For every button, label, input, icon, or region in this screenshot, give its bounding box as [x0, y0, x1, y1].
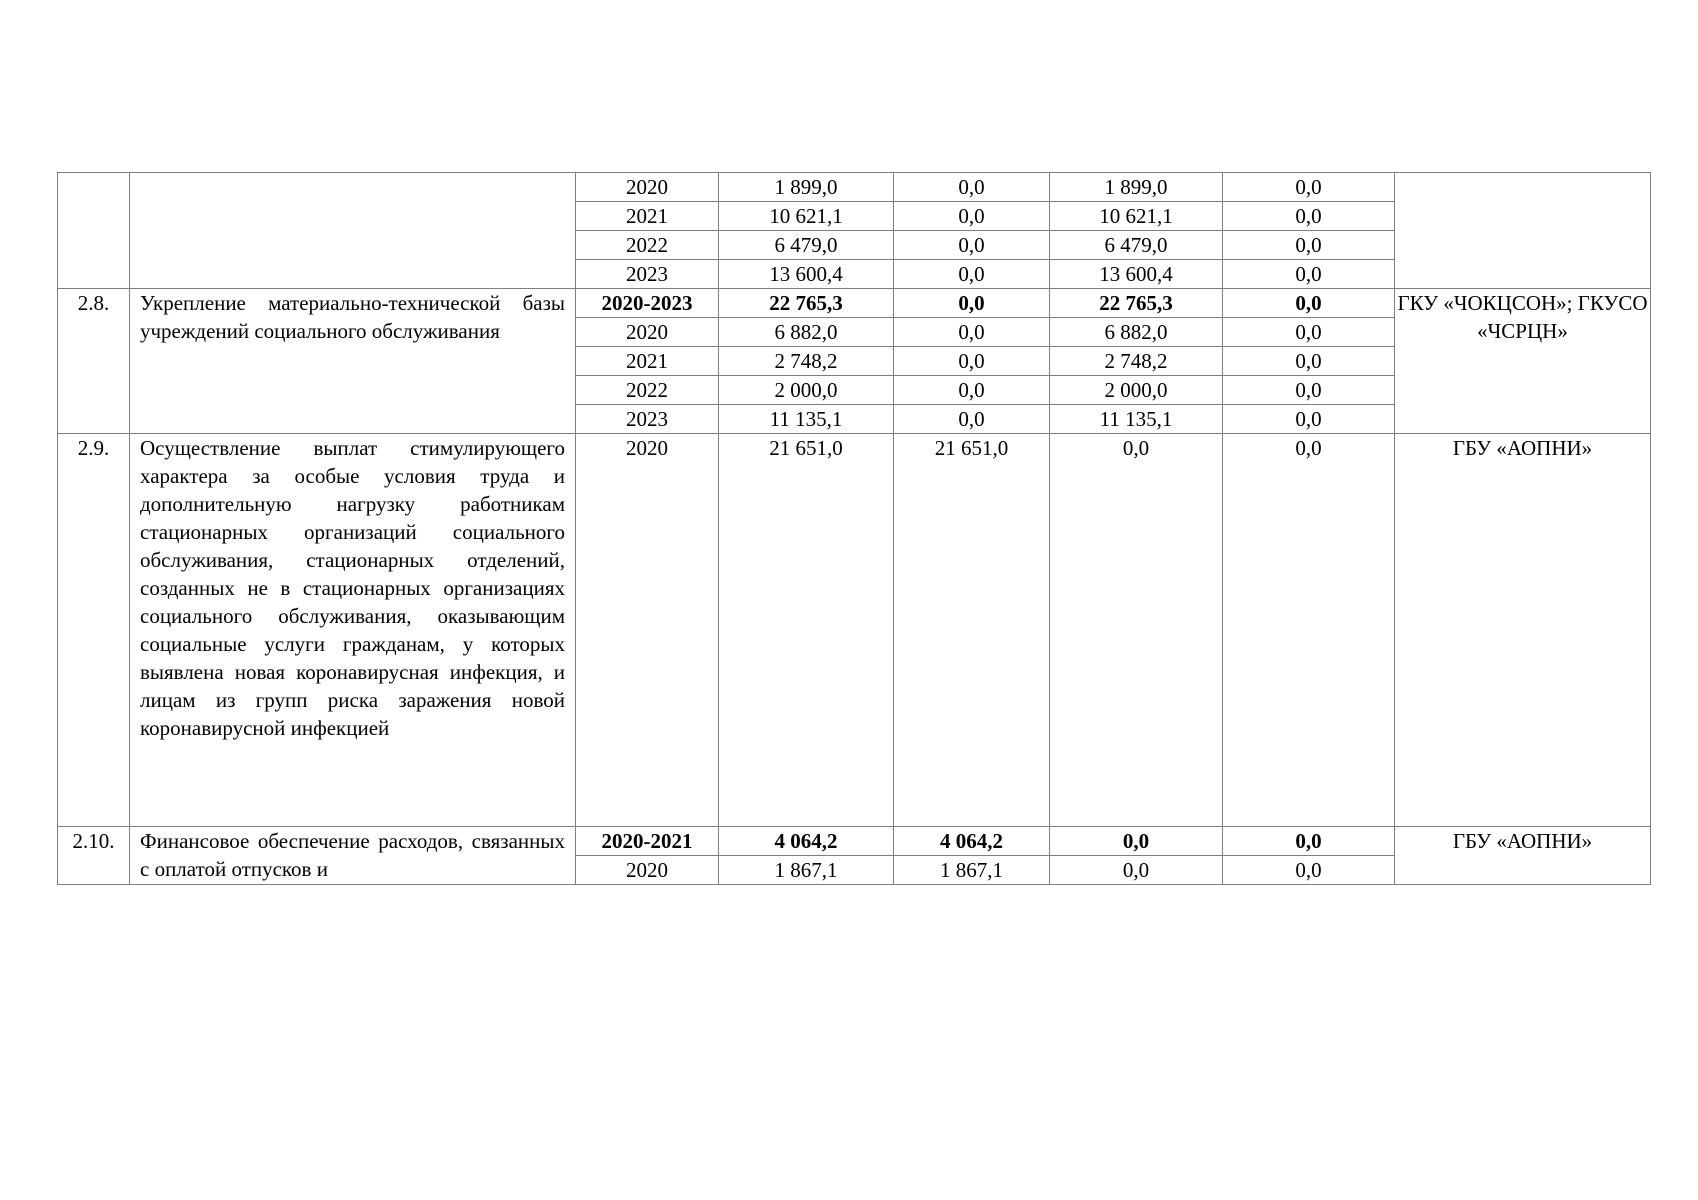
regional-budget-cell: 6 479,0 — [1050, 231, 1223, 260]
other-sources-cell: 0,0 — [1223, 856, 1395, 885]
year-cell: 2021 — [576, 202, 719, 231]
total-cell: 1 899,0 — [719, 173, 894, 202]
item-description — [130, 434, 576, 827]
federal-budget-cell: 0,0 — [894, 231, 1050, 260]
total-cell: 13 600,4 — [719, 260, 894, 289]
item-description — [130, 827, 576, 885]
federal-budget-cell: 0,0 — [894, 260, 1050, 289]
item-description-text: Финансовое обеспечение расходов, связанных с оплатой отпусков и — [140, 829, 565, 881]
total-cell: 1 867,1 — [719, 856, 894, 885]
regional-budget-cell: 0,0 — [1050, 434, 1223, 827]
total-cell: 4 064,2 — [719, 827, 894, 856]
year-cell: 2020-2023 — [576, 289, 719, 318]
federal-budget-cell: 0,0 — [894, 289, 1050, 318]
table-row — [58, 827, 1651, 856]
item-number: 2.8. — [58, 289, 130, 434]
regional-budget-cell: 11 135,1 — [1050, 405, 1223, 434]
item-description-text: Укрепление материально-технической базы учреждений социального обслуживания — [140, 291, 565, 343]
total-cell: 2 748,2 — [719, 347, 894, 376]
item-number: 2.10. — [58, 827, 130, 885]
regional-budget-cell: 0,0 — [1050, 827, 1223, 856]
budget-table — [57, 172, 1651, 885]
other-sources-cell: 0,0 — [1223, 376, 1395, 405]
other-sources-cell: 0,0 — [1223, 202, 1395, 231]
federal-budget-cell: 0,0 — [894, 347, 1050, 376]
federal-budget-cell: 0,0 — [894, 376, 1050, 405]
other-sources-cell: 0,0 — [1223, 318, 1395, 347]
item-description — [130, 289, 576, 434]
federal-budget-cell: 21 651,0 — [894, 434, 1050, 827]
other-sources-cell: 0,0 — [1223, 231, 1395, 260]
executor-cell: ГБУ «АОПНИ» — [1395, 434, 1651, 827]
year-cell: 2020 — [576, 434, 719, 827]
item-description-text: Осуществление выплат стимулирующего характера за особые условия труда и дополнительную нагрузку работникам стационарных организаций социального обслуживания, стационарных отделений, созданных не в стационарных организациях социального обслуживания, оказывающим социальные услуги гражданам, у которых выявлена новая коронавирусная инфекция, и лицам из групп риска заражения новой коронавирусной инфекцией — [140, 436, 565, 740]
year-cell: 2022 — [576, 376, 719, 405]
total-cell: 6 479,0 — [719, 231, 894, 260]
item-number: 2.9. — [58, 434, 130, 827]
other-sources-cell: 0,0 — [1223, 827, 1395, 856]
federal-budget-cell: 0,0 — [894, 202, 1050, 231]
total-cell: 22 765,3 — [719, 289, 894, 318]
other-sources-cell: 0,0 — [1223, 347, 1395, 376]
federal-budget-cell: 1 867,1 — [894, 856, 1050, 885]
executor-cell — [1395, 173, 1651, 289]
other-sources-cell: 0,0 — [1223, 260, 1395, 289]
year-cell: 2020 — [576, 173, 719, 202]
regional-budget-cell: 0,0 — [1050, 856, 1223, 885]
executor-cell: ГКУ «ЧОКЦСОН»; ГКУСО «ЧСРЦН» — [1395, 289, 1651, 434]
total-cell: 10 621,1 — [719, 202, 894, 231]
regional-budget-cell: 22 765,3 — [1050, 289, 1223, 318]
other-sources-cell: 0,0 — [1223, 434, 1395, 827]
federal-budget-cell: 4 064,2 — [894, 827, 1050, 856]
item-number — [58, 173, 130, 289]
executor-cell: ГБУ «АОПНИ» — [1395, 827, 1651, 885]
total-cell: 11 135,1 — [719, 405, 894, 434]
federal-budget-cell: 0,0 — [894, 318, 1050, 347]
year-cell: 2020-2021 — [576, 827, 719, 856]
year-cell: 2022 — [576, 231, 719, 260]
item-description — [130, 173, 576, 289]
year-cell: 2021 — [576, 347, 719, 376]
year-cell: 2020 — [576, 318, 719, 347]
regional-budget-cell: 2 748,2 — [1050, 347, 1223, 376]
regional-budget-cell: 13 600,4 — [1050, 260, 1223, 289]
regional-budget-cell: 6 882,0 — [1050, 318, 1223, 347]
table-body — [58, 173, 1651, 885]
other-sources-cell: 0,0 — [1223, 289, 1395, 318]
year-cell: 2020 — [576, 856, 719, 885]
other-sources-cell: 0,0 — [1223, 405, 1395, 434]
table-row — [58, 434, 1651, 827]
table-row — [58, 289, 1651, 318]
year-cell: 2023 — [576, 405, 719, 434]
other-sources-cell: 0,0 — [1223, 173, 1395, 202]
total-cell: 6 882,0 — [719, 318, 894, 347]
regional-budget-cell: 1 899,0 — [1050, 173, 1223, 202]
regional-budget-cell: 2 000,0 — [1050, 376, 1223, 405]
total-cell: 2 000,0 — [719, 376, 894, 405]
total-cell: 21 651,0 — [719, 434, 894, 827]
federal-budget-cell: 0,0 — [894, 405, 1050, 434]
table-row — [58, 173, 1651, 202]
year-cell: 2023 — [576, 260, 719, 289]
federal-budget-cell: 0,0 — [894, 173, 1050, 202]
regional-budget-cell: 10 621,1 — [1050, 202, 1223, 231]
